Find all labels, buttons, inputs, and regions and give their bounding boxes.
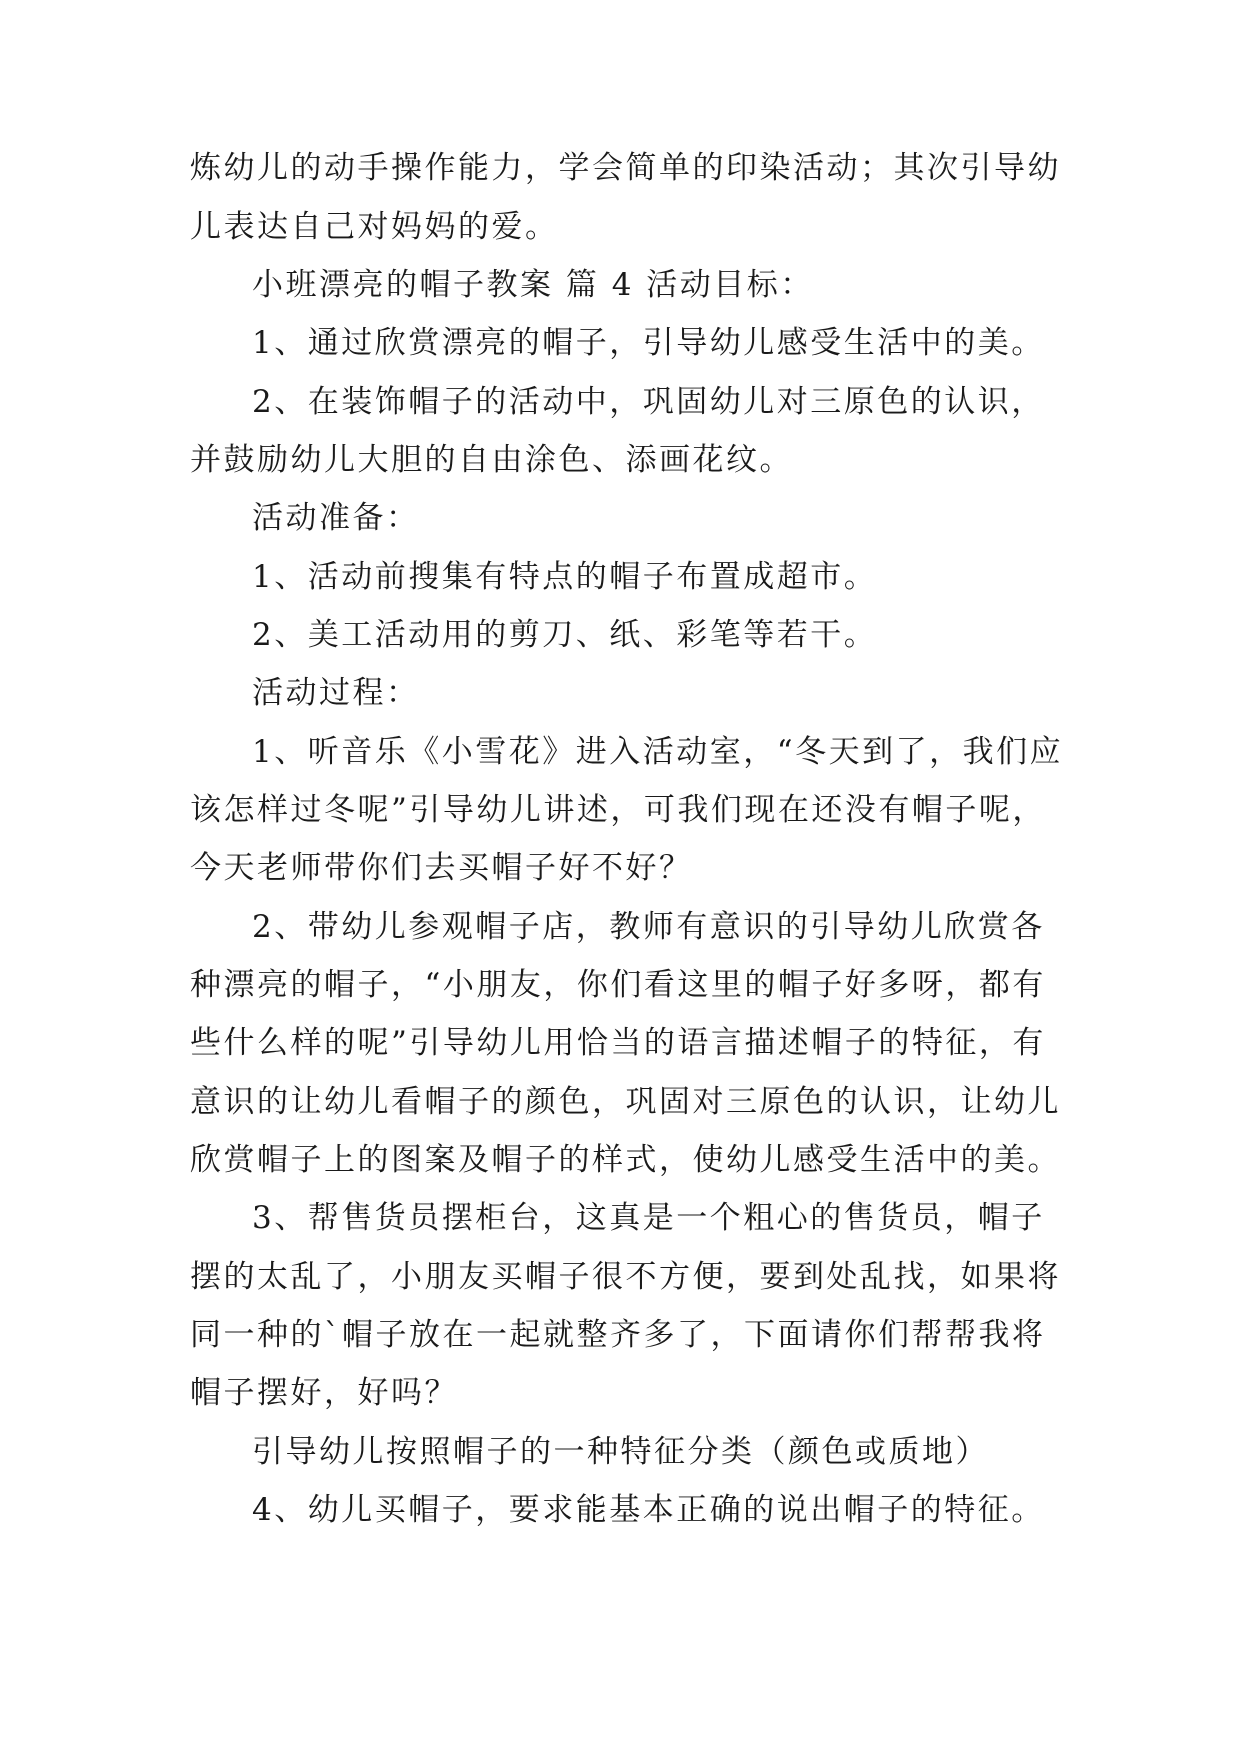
text-line: 引导幼儿按照帽子的一种特征分类（颜色或质地） xyxy=(252,1434,989,1470)
text-line: 2、在装饰帽子的活动中，巩固幼儿对三原色的认识， xyxy=(252,384,1045,420)
text-line: 炼幼儿的动手操作能力，学会简单的印染活动；其次引导幼 xyxy=(190,150,1061,186)
text-line: 该怎样过冬呢”引导幼儿讲述，可我们现在还没有帽子呢， xyxy=(190,792,1046,828)
text-line: 些什么样的呢”引导幼儿用恰当的语言描述帽子的特征，有 xyxy=(190,1025,1046,1061)
text-line: 并鼓励幼儿大胆的自由涂色、添画花纹。 xyxy=(190,442,793,478)
text-line: 同一种的`帽子放在一起就整齐多了，下面请你们帮帮我将 xyxy=(190,1317,1046,1353)
text-line: 欣赏帽子上的图案及帽子的样式，使幼儿感受生活中的美。 xyxy=(190,1142,1061,1178)
text-line: 1、活动前搜集有特点的帽子布置成超市。 xyxy=(252,559,878,595)
text-line: 儿表达自己对妈妈的爱。 xyxy=(190,209,559,245)
text-line: 2、带幼儿参观帽子店，教师有意识的引导幼儿欣赏各 xyxy=(252,909,1045,945)
text-line: 1、听音乐《小雪花》进入活动室，“冬天到了，我们应 xyxy=(252,734,1064,770)
text-line: 3、帮售货员摆柜台，这真是一个粗心的售货员，帽子 xyxy=(252,1200,1045,1236)
text-line: 2、美工活动用的剪刀、纸、彩笔等若干。 xyxy=(252,617,878,653)
section-heading: 小班漂亮的帽子教案 篇 4 活动目标： xyxy=(252,267,814,303)
text-line: 今天老师带你们去买帽子好不好？ xyxy=(190,850,693,886)
text-line: 摆的太乱了，小朋友买帽子很不方便，要到处乱找，如果将 xyxy=(190,1259,1061,1295)
text-line: 帽子摆好，好吗？ xyxy=(190,1375,458,1411)
subheading: 活动准备： xyxy=(252,500,420,536)
subheading: 活动过程： xyxy=(252,675,420,711)
text-line: 种漂亮的帽子，“小朋友，你们看这里的帽子好多呀，都有 xyxy=(190,967,1046,1003)
text-line: 意识的让幼儿看帽子的颜色，巩固对三原色的认识，让幼儿 xyxy=(190,1084,1061,1120)
text-line: 4、幼儿买帽子，要求能基本正确的说出帽子的特征。 xyxy=(252,1492,1045,1528)
text-line: 1、通过欣赏漂亮的帽子，引导幼儿感受生活中的美。 xyxy=(252,325,1045,361)
